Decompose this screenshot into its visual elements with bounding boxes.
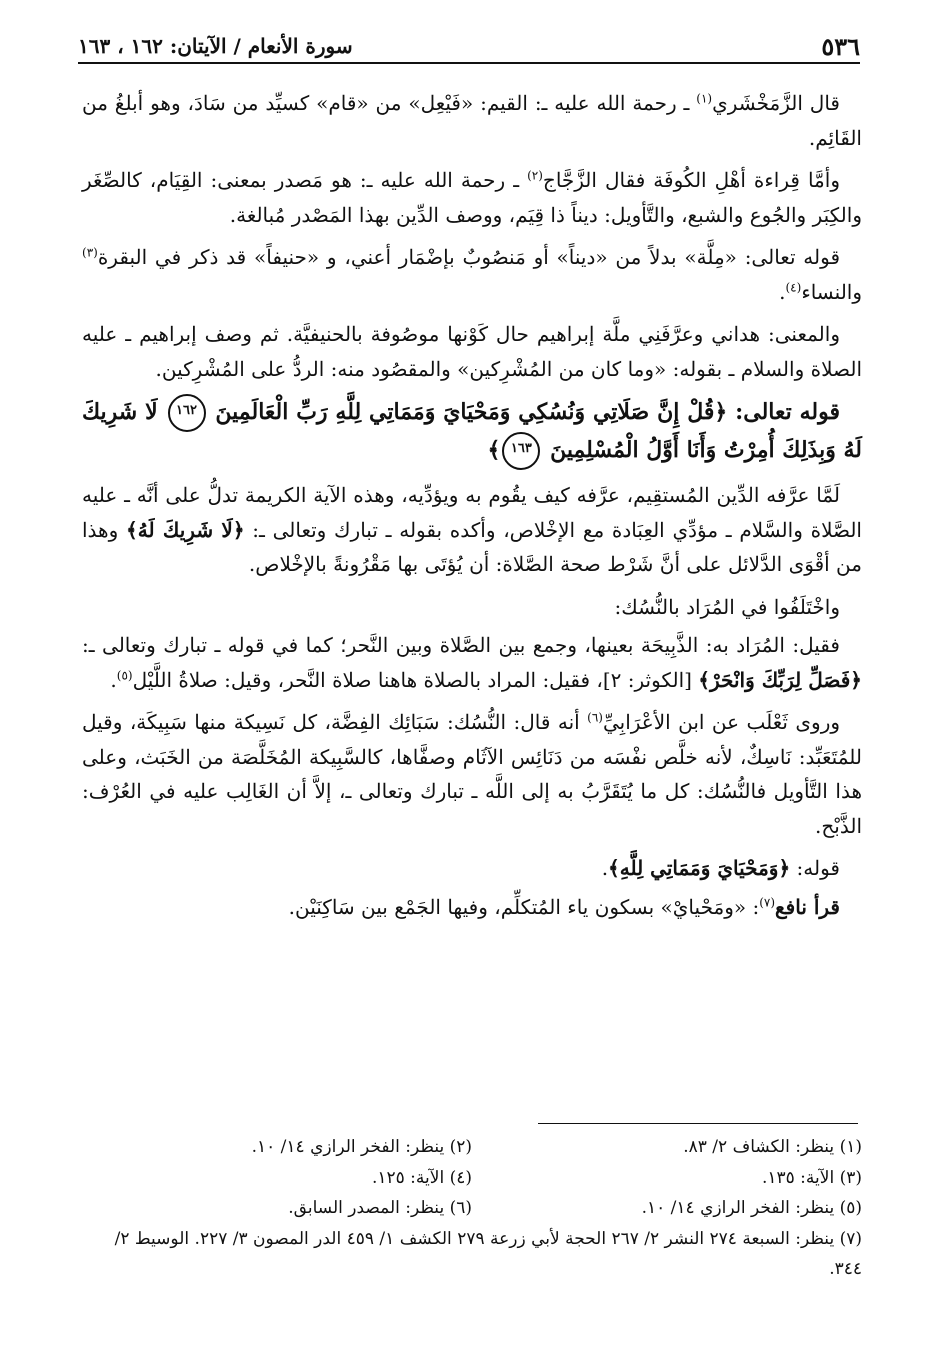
footnote-ref: (٣) [82,245,98,260]
footnote-ref: (١) [696,91,713,106]
quran-verse [82,394,862,470]
text: . [110,667,117,692]
footnote-6: (٦) ينظر: المصدر السابق. [288,1198,472,1218]
verse-text: قُلْ إِنَّ صَلَاتِي وَنُسُكِي وَمَحْيَايَ وَمَمَاتِي لِلَّهِ رَبِّ الْعَالَمِينَ [215,399,715,425]
verse-text: لَا شَرِيكَ لَهُ وَبِذَلِكَ أُمِرْتُ وَأَنَا أَوَّلُ الْمُسْلِمِينَ [82,399,862,463]
paragraph-10 [82,851,862,886]
text: . [601,856,609,880]
paragraph-4 [82,317,862,386]
footnotes [82,1132,862,1285]
paragraph-9 [82,705,862,843]
text: لَمَّا عرَّفه الدِّين المُستقِيم، عرَّفه كيف يقُوم به ويؤدِّيه، وهذه الآية الكريمة تدلُّ على أنَّه ـ عليه الصَّلاة والسَّلام ـ مؤدِّي العِبَادة مع الإخْلاص، وأكده بقوله ـ تبارك وتعالى ـ: [82,483,862,542]
text: وهذا من أقْوَى الدَّلائل على أنَّ شَرْط صحة الصَّلاة: أن يُؤتَى بها مَقْرُونةً بالإخْلاص. [82,517,862,576]
footnote-4: (٤) الآية: ١٢٥. [371,1167,472,1188]
footnote-2: (٢) ينظر: الفخر الرازي ١٤/ ١٠. [251,1137,472,1157]
footnote-row [82,1132,862,1163]
footnote-ref: (٢) [527,168,543,183]
text: ـ رحمة الله عليه ـ: القيم: «فَيْعِل» من «قام» كسيِّد من سَادَ، وهو أبلغُ من القَائِم. [82,91,862,150]
text: قوله: [790,856,840,880]
text: واخْتَلَفُوا في المُرَاد بالنُّسُك: [614,594,840,619]
paragraph-7 [82,590,862,625]
verse-bracket: ﴾ [487,437,501,463]
footnote-1: (١) ينظر: الكشاف ٢/ ٨٣. [683,1137,862,1157]
page-header [78,30,860,64]
verse-intro: قوله تعالى: [727,399,840,425]
text: ـ رحمة الله عليه ـ: هو مَصدر بمعنى: القِيَام، كالصِّغَر والكِبَر والجُوع والشبع، والتَّأويل: ديناً ذا قِيَم، ووصف الدِّين بهذا المَصْدر مُبالغة. [82,168,862,227]
text: أنه قال: النُّسُك: سَبَائِك الفِضَّة، كل نَسِيكة منها سَبِيكَة، وقيل للمُتَعَبِّد: نَاسِكٌ، لأنه خلَّص نفْسَه من دَنَائِس الآثَام وصفَّاها، كالسَّبِيكة المُخَلَّصَة من الخَبَث، وعلى هذا التَّأويل فالنُّسُك: كل ما يُتَقَرَّبُ به إلى اللَّه ـ تبارك وتعالى ـ، إلاَّ أن الغَالِب عليه في العُرْف: الذَّبْح. [82,710,862,838]
footnote-ref: (٤) [785,279,802,294]
running-title: سورة الأنعام / الآيتان: ١٦٢ ، ١٦٣ [78,34,353,58]
ayah-marker: ١٦٣ [502,432,540,470]
text: وأمَّا قِراءة أهْلِ الكُوفَة فقال الزَّجَّاج [542,168,840,192]
paragraph-6 [82,478,862,582]
text: قوله تعالى: «مِلَّة» بدلاً من «ديناً» أو مَنصُوبٌ بإضْمَار أعني، و «حنيفاً» قد ذكر في البقرة [97,245,840,269]
paragraph-11 [82,890,862,925]
verse-bracket: ﴿ [714,399,728,425]
text: فقيل: المُرَاد به: الذَّبِيحَة بعينها، وجمع بين الصَّلاة وبين النَّحر؛ كما في قوله ـ تبارك وتعالى ـ: [82,633,840,657]
main-text [82,86,862,932]
text: [الكوثر: ٢]، فقيل: المراد بالصلاة هاهنا صلاة النَّحر، وقيل: صلاةُ اللَّيْل [132,667,699,692]
quran-quote: ﴿وَمَحْيَايَ وَمَمَاتِي لِلَّهِ﴾ [608,856,791,880]
footnote-3: (٣) الآية: ١٣٥. [761,1167,862,1188]
footnote-7: (٧) ينظر: السبعة ٢٧٤ النشر ٢/ ٢٦٧ الحجة لأبي زرعة ٢٧٩ الكشف ١/ ٤٥٩ الدر المصون ٣/ ٢٢٧. الوسيط ٢/ ٣٤٤. [114,1228,862,1279]
text: قال الزَّمَخْشَري [712,91,840,115]
quran-quote: ﴿لَا شَرِيكَ لَهُ﴾ [126,517,245,542]
footnote-rule [538,1123,858,1124]
paragraph-8 [82,628,862,697]
paragraph-1 [82,86,862,155]
text: . [779,279,786,304]
footnote-5: (٥) ينظر: الفخر الرازي ١٤/ ١٠. [641,1198,862,1218]
paragraph-2 [82,163,862,232]
footnote-row [82,1163,862,1194]
text: قرأ نافع [775,894,840,919]
footnote-ref: (٧) [759,894,776,909]
header-rule [78,62,860,64]
footnote-row [82,1224,862,1285]
footnote-row [82,1193,862,1224]
quran-quote: ﴿فَصَلِّ لِرَبِّكَ وَانْحَرْ﴾ [698,667,862,692]
text: وروى ثَعْلَب عن ابن الأعْرَابِيِّ [602,710,841,734]
footnote-ref: (٦) [587,710,603,725]
ayah-marker: ١٦٢ [168,394,206,432]
text: والنساء [801,279,862,304]
footnote-ref: (٥) [116,667,133,682]
text: : «ومَحْيايْ» بسكون ياء المُتكلِّم، وفيها الجَمْع بين سَاكِنَيْن. [288,894,760,919]
paragraph-3 [82,240,862,309]
page-number: ٥٣٦ [821,32,860,61]
text: والمعنى: هداني وعرَّفَنِي ملَّة إبراهيم حال كَوْنها موصُوفة بالحنيفيَّة. ثم وصف إبراهيم ـ عليه الصلاة والسلام ـ بقوله: «وما كان من المُشْرِكين» والمقصُود منه: الردُّ على المُشْرِكين. [82,322,862,381]
